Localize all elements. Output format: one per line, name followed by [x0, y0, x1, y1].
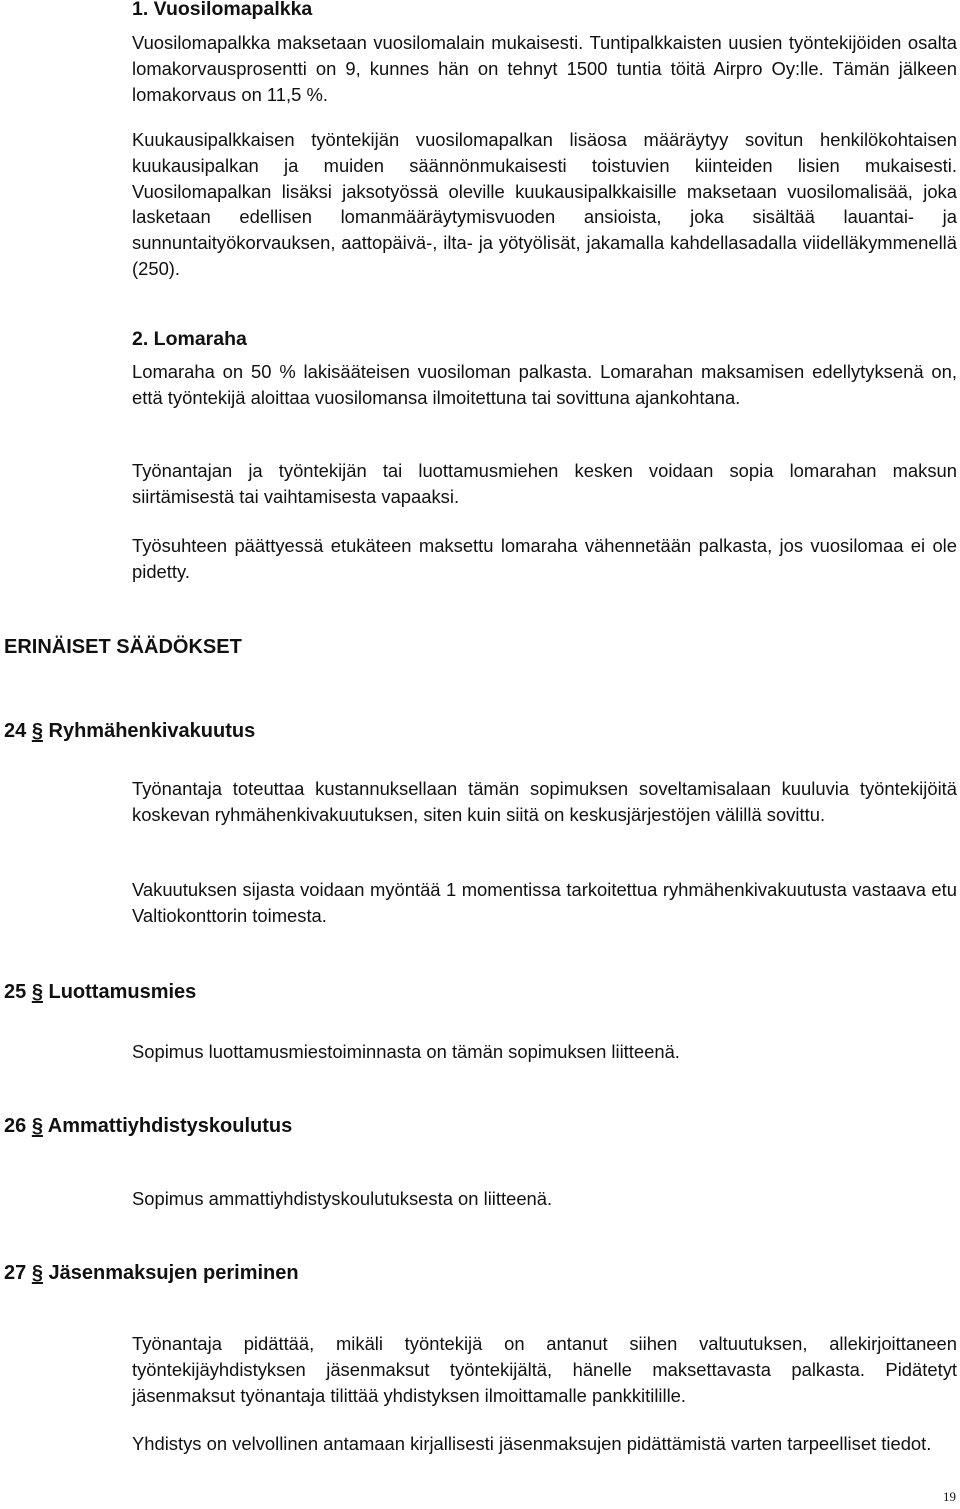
section-25-symbol: § [31, 981, 43, 1003]
section-2-heading: 2. Lomaraha [132, 328, 247, 350]
section-25-heading [4, 979, 196, 1005]
section-27-number: 27 [4, 1262, 27, 1284]
section-1-heading: 1. Vuosilomapalkka [132, 0, 313, 20]
page-number: 19 [943, 1489, 956, 1504]
section-27-heading [4, 1260, 299, 1286]
section-26-heading [4, 1113, 292, 1139]
section-2-paragraph-1: Lomaraha on 50 % lakisääteisen vuosiloman palkasta. Lomarahan maksamisen edellytyksenä on, että työntekijä aloittaa vuosilomansa ilmoitettuna tai sovittuna ajankohtana. [132, 361, 957, 408]
section-24-heading [4, 718, 255, 744]
section-24-symbol: § [31, 720, 43, 742]
section-24-paragraph-2: Vakuutuksen sijasta voidaan myöntää 1 momentissa tarkoitettua ryhmähenkivakuutusta vastaava etu Valtiokonttorin toimesta. [132, 879, 957, 926]
section-25-number: 25 [4, 981, 27, 1003]
section-26-symbol: § [31, 1115, 43, 1137]
section-2-paragraph-2: Työnantajan ja työntekijän tai luottamusmiehen kesken voidaan sopia lomarahan maksun siirtämisestä tai vaihtamisesta vapaaksi. [132, 460, 957, 507]
section-27-title: Jäsenmaksujen periminen [48, 1262, 299, 1284]
section-24-title: Ryhmähenkivakuutus [48, 720, 256, 742]
section-25-title: Luottamusmies [48, 981, 197, 1003]
section-1-paragraph-2: Kuukausipalkkaisen työntekijän vuosilomapalkan lisäosa määräytyy sovitun henkilökohtaisen kuukausipalkan ja muiden säännönmukaisesti toistuvien kiinteiden lisien mukaisesti. Vuosilomapalkan lisäksi jaksotyössä oleville kuukausipalkkaisille maksetaan vuosilomalisää, joka lasketaan edellisen lomanmääräytymisvuoden ansioista, joka sisältää lauantai- ja sunnuntaityökorvauksen, aattopäivä-, ilta- ja yötyölisät, jakamalla kahdellasadalla viidelläkymmenellä (250). [132, 129, 957, 279]
section-24-paragraph-1: Työnantaja toteuttaa kustannuksellaan tämän sopimuksen soveltamisalaan kuuluvia työntekijöitä koskevan ryhmähenkivakuutuksen, siten kuin siitä on keskusjärjestöjen välillä sovittu. [132, 778, 957, 825]
section-27-paragraph-1: Työnantaja pidättää, mikäli työntekijä on antanut siihen valtuutuksen, allekirjoittaneen työntekijäyhdistyksen jäsenmaksut työntekijältä, hänelle maksettavasta palkasta. Pidätetyt jäsenmaksut työnantaja tilittää yhdistyksen ilmoittamalle pankkitilille. [132, 1333, 957, 1406]
section-27-paragraph-2: Yhdistys on velvollinen antamaan kirjallisesti jäsenmaksujen pidättämistä varten tarpeelliset tiedot. [132, 1433, 932, 1454]
section-2-paragraph-3: Työsuhteen päättyessä etukäteen maksettu lomaraha vähennetään palkasta, jos vuosilomaa ei ole pidetty. [132, 535, 957, 582]
section-24-number: 24 [4, 720, 27, 742]
major-heading: ERINÄISET SÄÄDÖKSET [4, 636, 242, 658]
section-1-paragraph-1: Vuosilomapalkka maksetaan vuosilomalain mukaisesti. Tuntipalkkaisten uusien työntekijöiden osalta lomakorvausprosentti on 9, kunnes hän on tehnyt 1500 tuntia töitä Airpro Oy:lle. Tämän jälkeen lomakorvaus on 11,5 %. [132, 32, 957, 105]
section-26-paragraph-1: Sopimus ammattiyhdistyskoulutuksesta on liitteenä. [132, 1188, 553, 1209]
section-25-paragraph-1: Sopimus luottamusmiestoiminnasta on tämän sopimuksen liitteenä. [132, 1041, 680, 1062]
section-26-title: Ammattiyhdistyskoulutus [47, 1115, 293, 1137]
section-26-number: 26 [4, 1115, 27, 1137]
section-27-symbol: § [31, 1262, 43, 1284]
